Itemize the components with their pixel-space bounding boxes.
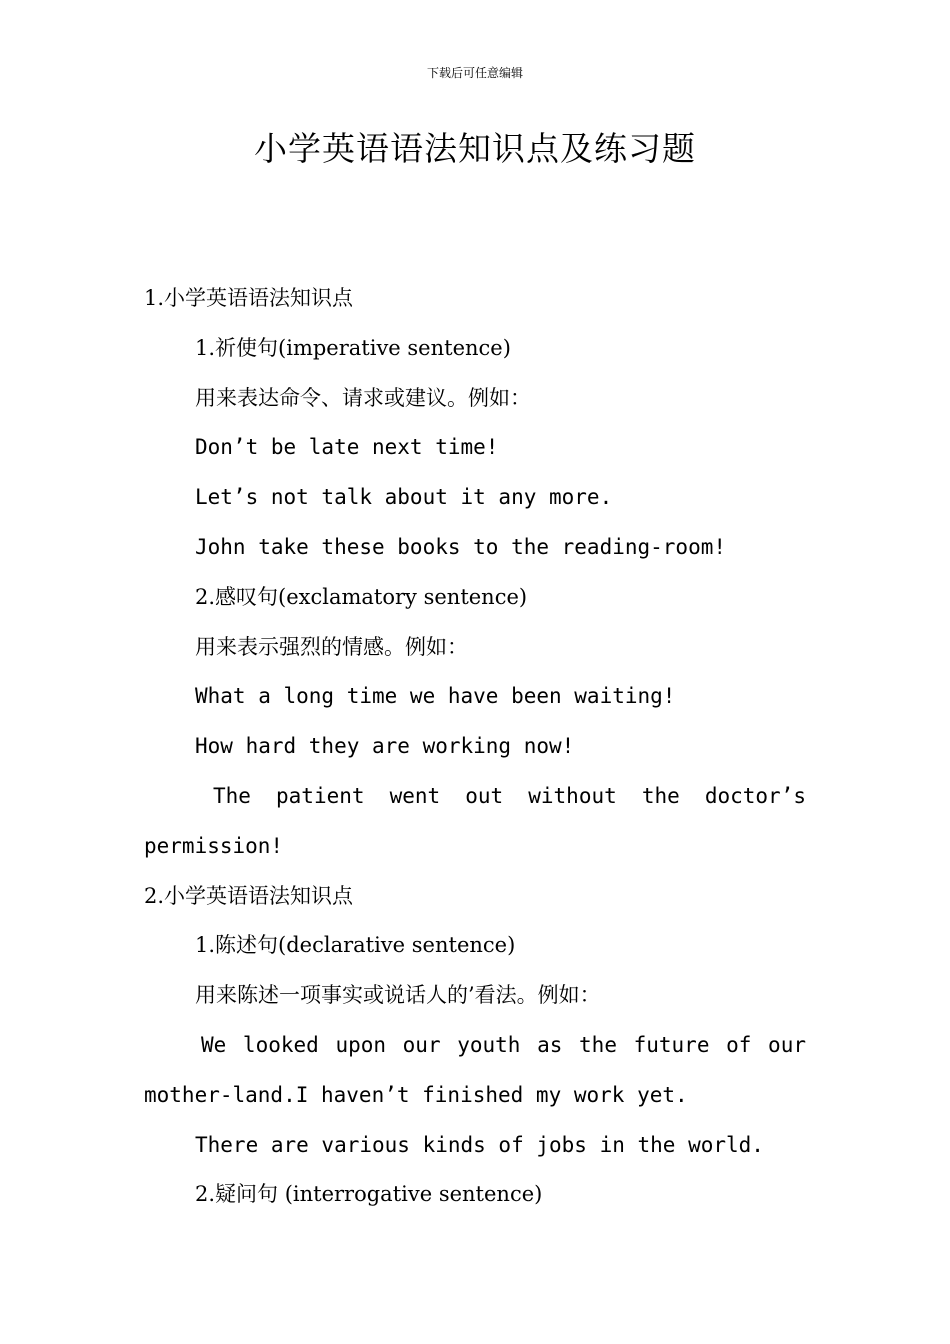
- paragraph-text: 用来陈述一项事实或说话人的’看法。例如：: [195, 983, 601, 1008]
- example-sentence: Let’s not talk about it any more.: [195, 485, 613, 510]
- document-body: [144, 274, 806, 1220]
- header-note: 下载后可任意编辑: [426, 66, 523, 80]
- section-heading: 1.小学英语语法知识点: [144, 286, 354, 310]
- document-title: 小学英语语法知识点及练习题: [254, 129, 696, 168]
- paragraph-text: 用来表达命令、请求或建议。例如：: [195, 385, 531, 410]
- example-sentence: We looked upon our youth as the future of our: [201, 1032, 806, 1057]
- example-sentence: Don’t be late next time!: [195, 435, 499, 460]
- example-sentence: The patient went out without the doctor’s: [213, 783, 806, 808]
- example-sentence: There are various kinds of jobs in the world.: [195, 1132, 764, 1157]
- subsection-heading: 2.疑问句 (interrogative sentence): [195, 1182, 543, 1207]
- subsection-heading: 1.祈使句(imperative sentence): [195, 335, 511, 360]
- example-sentence: What a long time we have been waiting!: [195, 684, 676, 709]
- example-sentence-continued: mother-land.I haven’t finished my work yet.: [144, 1082, 688, 1107]
- example-sentence: John take these books to the reading-room!: [195, 534, 727, 559]
- example-sentence-continued: permission!: [144, 833, 284, 858]
- example-sentence: How hard they are working now!: [195, 734, 575, 759]
- subsection-heading: 1.陈述句(declarative sentence): [195, 933, 516, 958]
- paragraph-text: 用来表示强烈的情感。例如：: [195, 634, 468, 659]
- section-heading: 2.小学英语语法知识点: [144, 883, 354, 908]
- subsection-heading: 2.感叹句(exclamatory sentence): [195, 584, 528, 609]
